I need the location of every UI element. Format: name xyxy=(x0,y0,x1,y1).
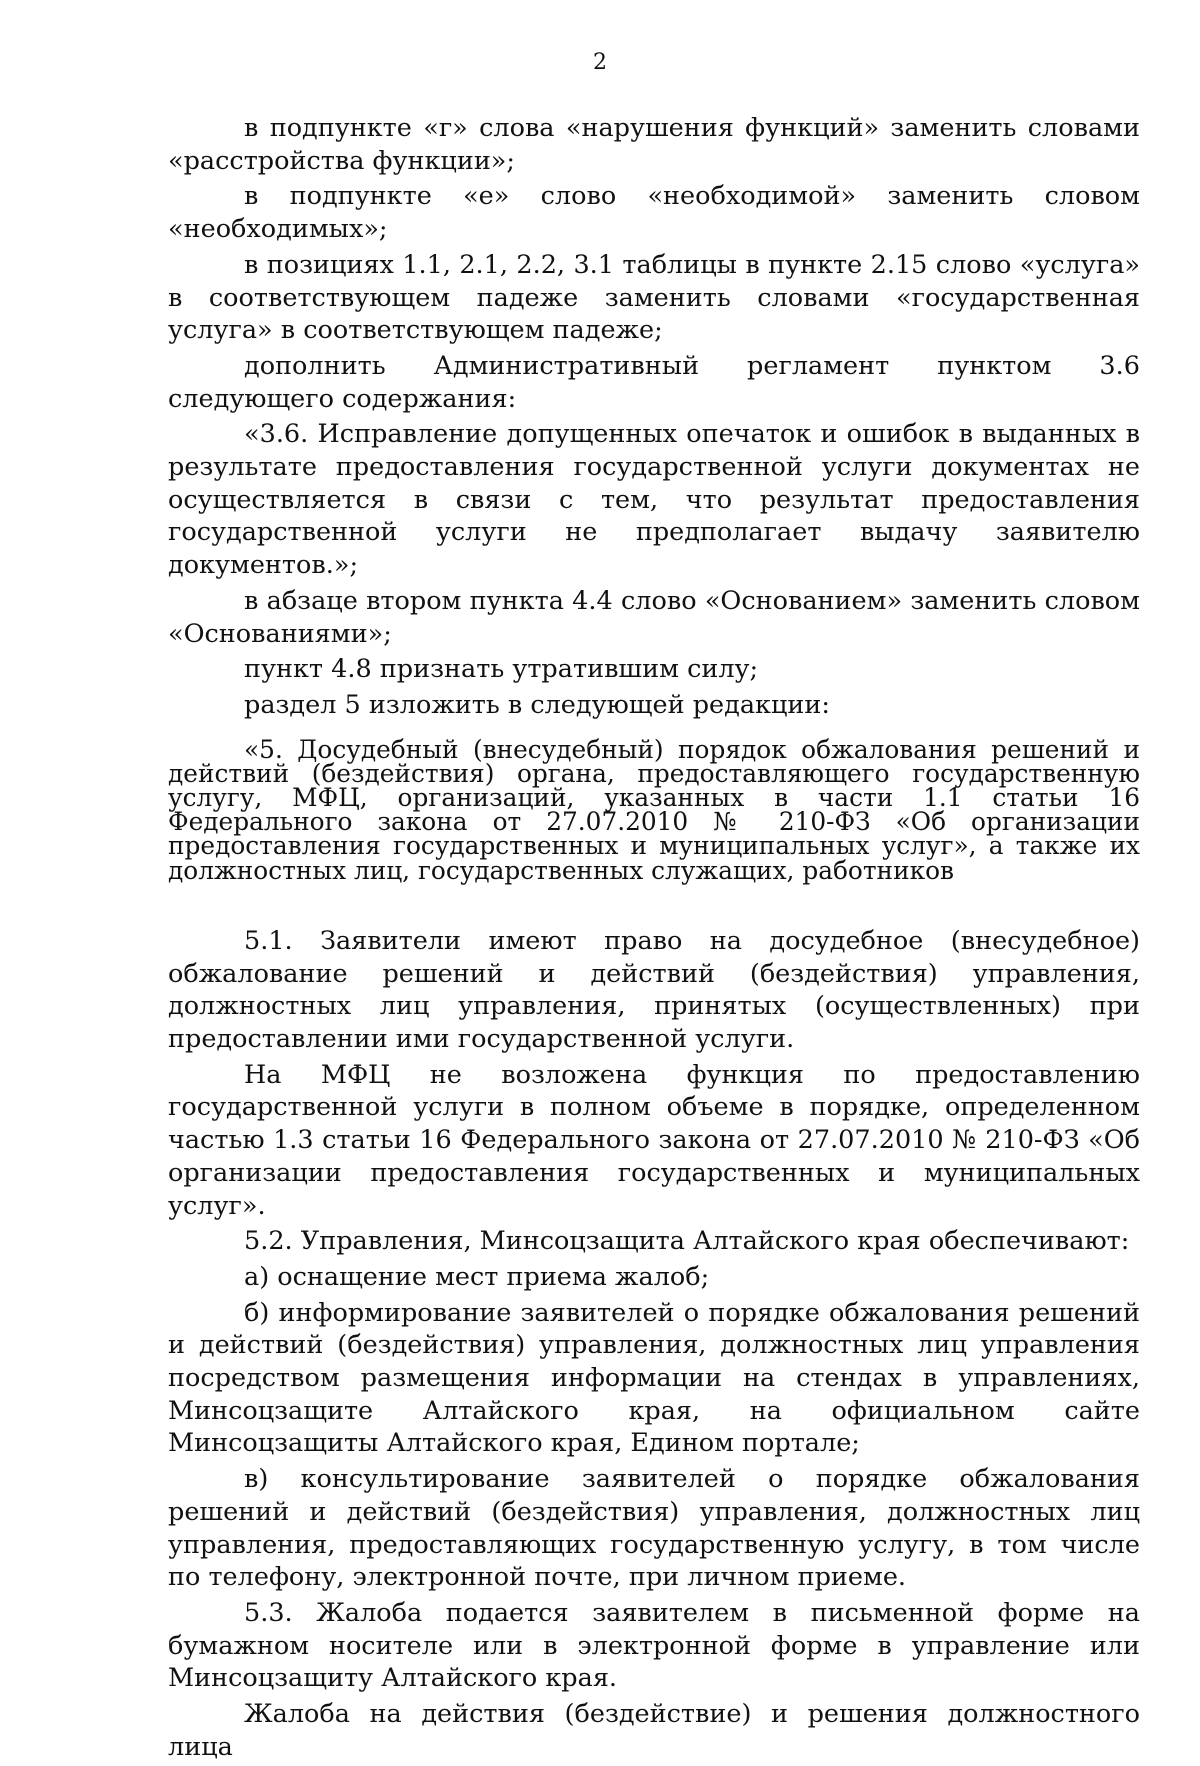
clause-5-2-v: в) консультирование заявителей о порядке обжалования решений и действий (бездействия) управления, должностных лиц управления, предоставляющих государственную услугу, в том числе по телефону, электронной почте, при личном приеме. xyxy=(168,1464,1140,1593)
clause-5-2-a: а) оснащение мест приема жалоб; xyxy=(244,1261,710,1292)
amendment-paragraph-g: в подпункте «г» слова «нарушения функций» заменить словами «расстройства функции»; xyxy=(168,113,1140,176)
amendment-paragraph-table-positions: в позициях 1.1, 2.1, 2.2, 3.1 таблицы в пункте 2.15 слово «услуга» в соответствующем падеже заменить словами «государственная услуга» в соответствующем падеже; xyxy=(168,249,1140,346)
document-body xyxy=(168,112,1140,1766)
amendment-paragraph-4-4: в абзаце втором пункта 4.4 слово «Основанием» заменить словом «Основаниями»; xyxy=(168,585,1140,649)
section-5-heading: «5. Досудебный (внесудебный) порядок обжалования решений и действий (бездействия) органа, предоставляющего государственную услугу, МФЦ, организаций, указанных в части 1.1 статьи 16 Федерального закона от 27.07.2010 № 210-ФЗ «Об организации предоставления государственных и муниципальных услуг», а также их должностных лиц, государственных служащих, работников xyxy=(168,734,1140,885)
clause-5-3-continued: Жалоба на действия (бездействие) и решения должностного лица xyxy=(168,1699,1140,1762)
amendment-paragraph-e: в подпункте «е» слово «необходимой» заменить словом «необходимых»; xyxy=(168,181,1140,245)
clause-5-2: 5.2. Управления, Минсоцзащита Алтайского края обеспечивают: xyxy=(244,1226,1130,1257)
amendment-paragraph-section-5: раздел 5 изложить в следующей редакции: xyxy=(244,689,830,720)
amendment-paragraph-4-8: пункт 4.8 признать утратившим силу; xyxy=(244,654,759,685)
amendment-paragraph-add-3-6: дополнить Административный регламент пунктом 3.6 следующего содержания: xyxy=(168,350,1140,414)
clause-3-6-text: «3.6. Исправление допущенных опечаток и ошибок в выданных в результате предоставления государственной услуги документах не осуществляется в связи с тем, что результат предоставления государственной услуги не предполагает выдачу заявителю документов.»; xyxy=(168,419,1140,581)
clause-5-1: 5.1. Заявители имеют право на досудебное (внесудебное) обжалование решений и действий (бездействия) управления, должностных лиц управления, принятых (осуществленных) при предоставлении ими государственной услуги. xyxy=(168,925,1140,1054)
clause-5-2-b: б) информирование заявителей о порядке обжалования решений и действий (бездействия) управления, должностных лиц управления посредством размещения информации на стендах в управлениях, Минсоцзащите Алтайского края, на официальном сайте Минсоцзащиты Алтайского края, Едином портале; xyxy=(168,1297,1140,1459)
clause-5-3: 5.3. Жалоба подается заявителем в письменной форме на бумажном носителе или в электронной форме в управление или Минсоцзащиту Алтайского края. xyxy=(168,1597,1140,1694)
clause-5-1-mfc: На МФЦ не возложена функция по предоставлению государственной услуги в полном объеме в порядке, определенном частью 1.3 статьи 16 Федерального закона от 27.07.2010 № 210-ФЗ «Об организации предоставления государственных и муниципальных услуг». xyxy=(168,1059,1140,1221)
page-number: 2 xyxy=(593,50,607,75)
